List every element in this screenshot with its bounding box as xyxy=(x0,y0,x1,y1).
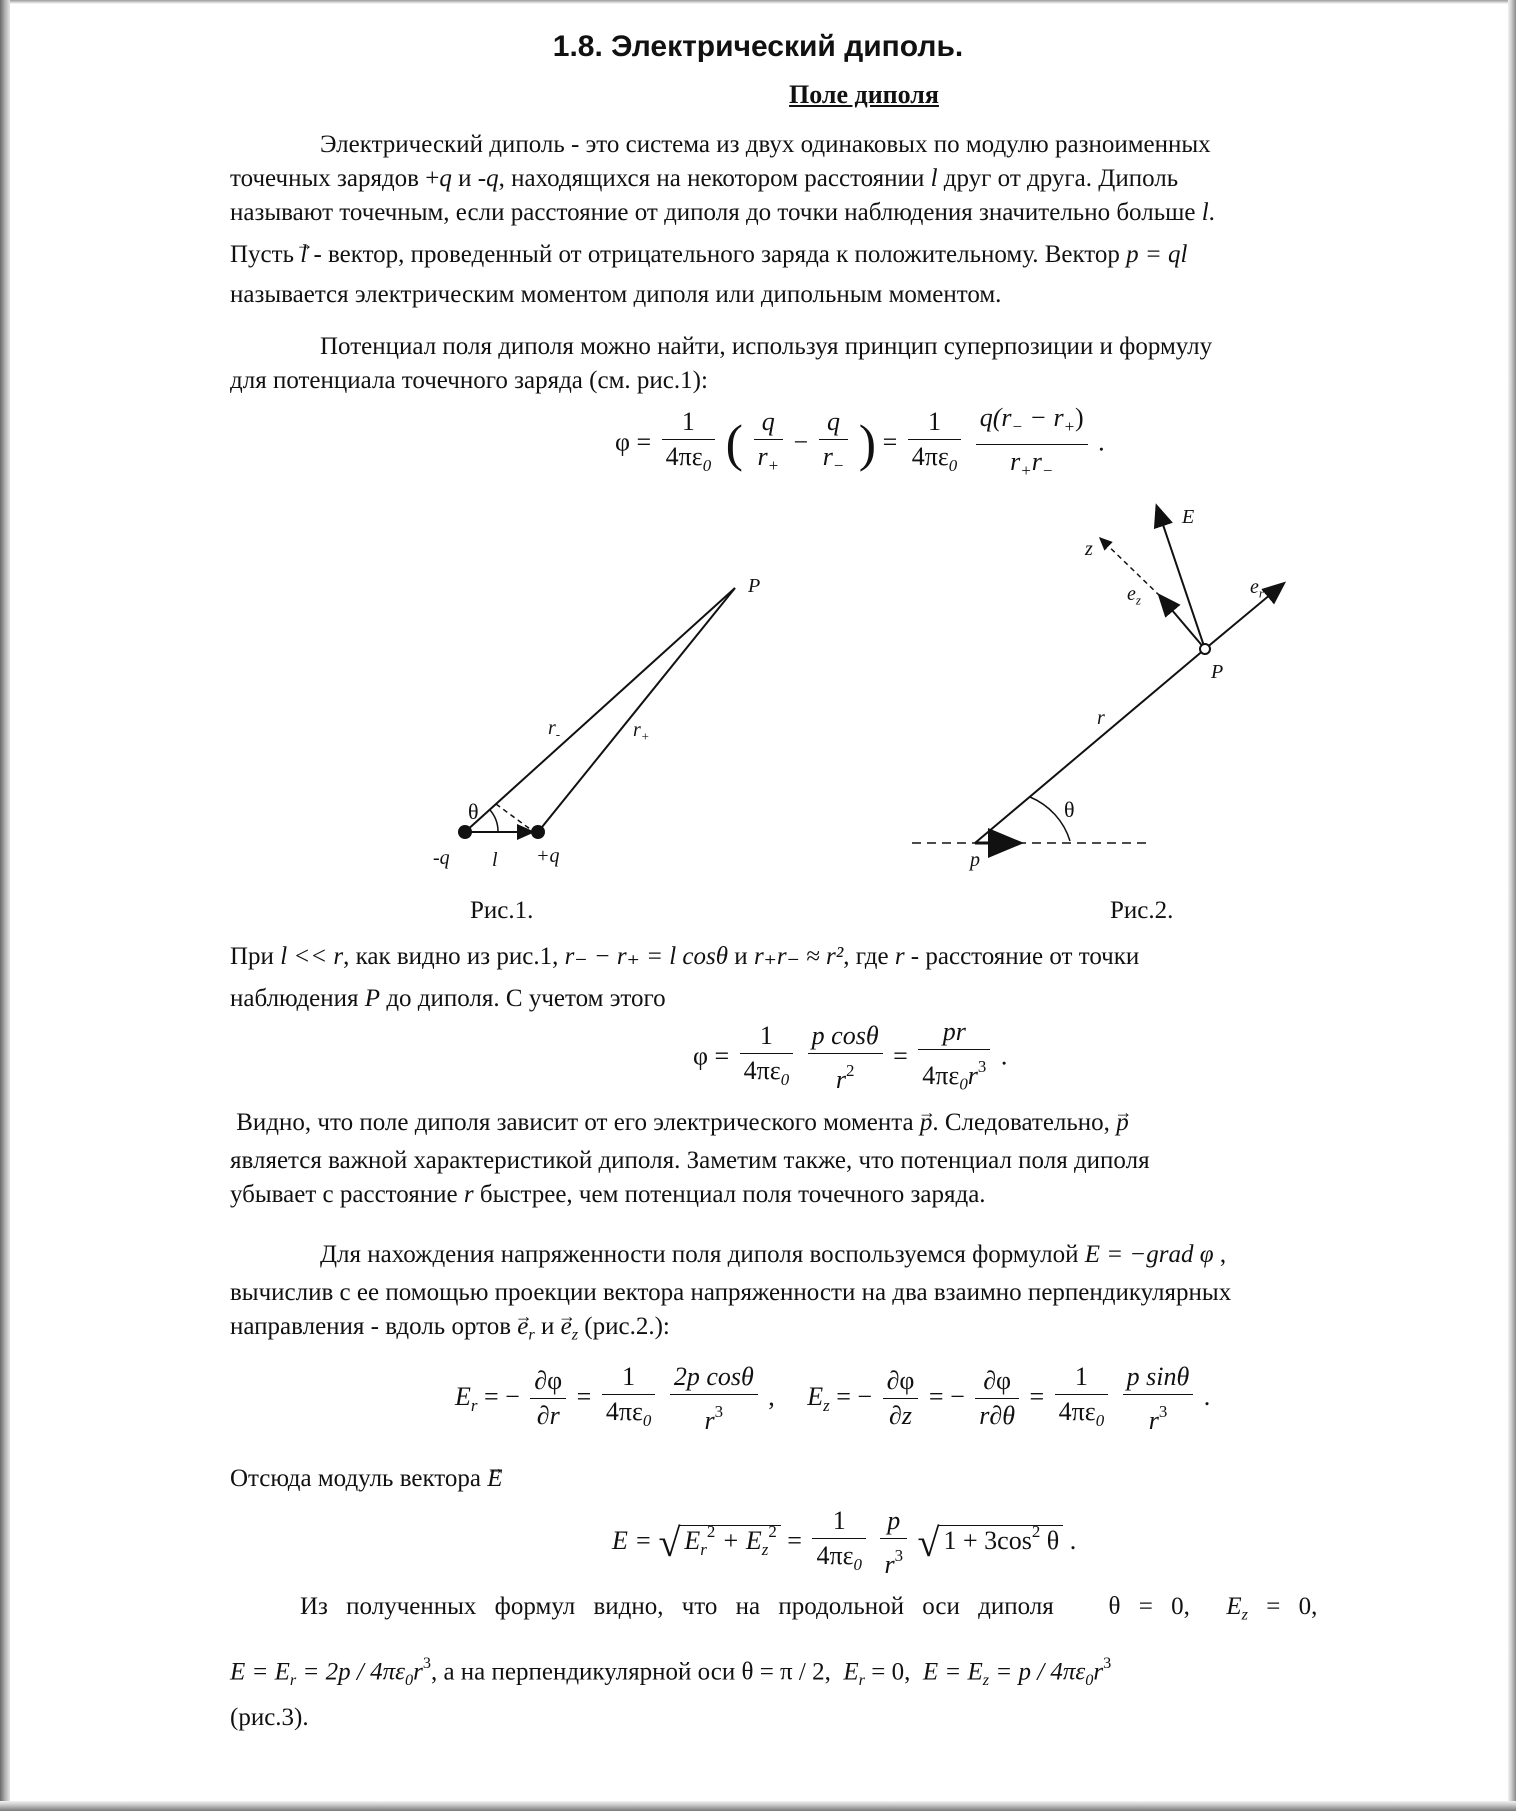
text-line: Потенциал поля диполя можно найти, используя принцип суперпозиции и формулу xyxy=(320,333,1213,360)
page-title: 1.8. Электрический диполь. xyxy=(552,30,964,63)
positive-charge xyxy=(531,825,545,839)
text-line: точечных зарядов +q и -q, находящихся на некотором расстоянии l друг от друга. Диполь xyxy=(230,165,1179,192)
fig2-label-r: r xyxy=(1097,707,1105,729)
text-line: При l << r, как видно из рис.1, r₋ − r₊ = l cosθ и r₊r₋ ≈ r², где r - расстояние от точки xyxy=(230,943,1140,970)
paragraph-field-strength xyxy=(230,1238,1426,1352)
line-r-minus xyxy=(465,588,735,832)
figure-1-dipole-geometry xyxy=(458,588,735,839)
figure-2-field-components xyxy=(912,507,1283,843)
paragraph-vector-magnitude xyxy=(230,1462,1426,1496)
text-line: направления - вдоль ортов $e \to_r$ и $e \to_z$ (рис.2.): xyxy=(230,1310,1426,1352)
text-line: убывает с расстояние r быстрее, чем потенциал поля точечного заряда. xyxy=(230,1181,986,1208)
equation-field-components: $E_r$ = − $\frac{\partial\varphi}{\partial r}$ = $\frac{1}{4\pi\varepsilon_0}$ $\frac{\text{2p cosθ}}{r^3}$ , $E_z$ = − $\frac{\partial\varphi}{\partial z}$ = − $\frac{\partial\varphi}{r\partial\theta}$ = $\frac{1}{4\pi\varepsilon_0}$ $\frac{\text{p sinθ}}{r^3}$ . xyxy=(455,1362,1211,1435)
line-r-plus xyxy=(538,588,735,832)
fig2-label-er: $e_r$ xyxy=(1250,576,1264,601)
text-line: является важной характеристикой диполя. Заметим также, что потенциал поля диполя xyxy=(230,1147,1150,1174)
fig2-label-E: E xyxy=(1182,506,1195,528)
equation-potential-superposition: φ = $\frac{1}{4\pi\varepsilon_0}$ ( $\frac{q}{r_+}$ − $\frac{q}{r_-}$ ) = $\frac{1}{4\pi\varepsilon_0}$ $\frac{q(r_- - r_+)}{r_+r_-}$ . xyxy=(615,403,1105,480)
vector-l: l → xyxy=(300,238,307,272)
fig2-label-P: P xyxy=(1211,661,1224,683)
text-line: называют точечным, если расстояние от диполя до точки наблюдения значительно больше l. xyxy=(230,199,1215,226)
fig2-label-p: p xyxy=(970,849,980,871)
fig1-label-neg-q: -q xyxy=(433,847,450,869)
fig1-label-r-plus: $r_+$ xyxy=(633,719,650,744)
text-line: (рис.3). xyxy=(230,1703,309,1731)
projection-dashed-line xyxy=(496,804,530,829)
text-line: Пусть l → - вектор, проведенный от отрицательного заряда к положительному. Вектор p = ql xyxy=(230,238,1426,272)
fig1-label-pos-q: +q xyxy=(536,845,560,867)
er-arrow xyxy=(1205,584,1283,649)
text-line: Из полученных формул видно, что на продольной оси диполя θ = 0, $E_z = 0$, xyxy=(300,1593,1318,1624)
text-line: Отсюда модуль вектора E → xyxy=(230,1462,1426,1496)
fig2-label-theta: θ xyxy=(1064,797,1075,822)
text-line: называется электрическим моментом диполя или дипольным моментом. xyxy=(230,281,1002,308)
negative-charge xyxy=(458,825,472,839)
text-line: Для нахождения напряженности поля диполя воспользуемся формулой E = −grad φ , xyxy=(320,1241,1227,1268)
fig1-label-r-minus: $r_-$ xyxy=(548,717,561,742)
paragraph-dipole-moment-importance xyxy=(230,1106,1426,1212)
paragraph-axis-cases xyxy=(230,1590,1426,1735)
fig1-label-theta: θ xyxy=(468,799,479,824)
E-field-arrow xyxy=(1157,507,1205,649)
equation-field-magnitude: E = √ $E_r^2 + E_z^2$ = $\frac{1}{4\pi\varepsilon_0}$ $\frac{p}{r^3}$ √ $1 + 3\cos^2$ θ . xyxy=(612,1506,1077,1579)
text-line: $E = E_r = 2p / 4\pi\varepsilon_0r^3$, а на перпендикулярной оси θ = π / 2, $E_r = 0$, $E = E_z = p / 4\pi\varepsilon_0r^3$ xyxy=(230,1653,1112,1689)
paragraph-approximation xyxy=(230,940,1426,1016)
fig1-label-P: P xyxy=(748,575,761,597)
text-line: вычислив с ее помощью проекции вектора напряженности на два взаимно перпендикулярных xyxy=(230,1279,1232,1306)
ez-arrow xyxy=(1160,596,1205,649)
fig1-label-l: l xyxy=(492,849,498,871)
theta-arc xyxy=(490,810,498,832)
point-P xyxy=(1200,644,1210,654)
fig2-label-z: z xyxy=(1085,538,1093,560)
text-line: Видно, что поле диполя зависит от его электрического момента p →. Следовательно, p → xyxy=(230,1106,1426,1140)
text-line: Электрический диполь - это система из двух одинаковых по модулю разноименных xyxy=(320,131,1211,158)
dipole-moment-formula: p = ql xyxy=(1126,241,1188,268)
text-line: для потенциала точечного заряда (см. рис.1): xyxy=(230,367,708,394)
section-subtitle: Поле диполя xyxy=(789,80,939,109)
text-line: наблюдения P до диполя. С учетом этого xyxy=(230,985,666,1012)
fig2-label-ez: $e_z$ xyxy=(1127,583,1141,608)
radius-line xyxy=(975,649,1205,843)
fig2-caption: Рис.2. xyxy=(1110,897,1174,924)
fig1-caption: Рис.1. xyxy=(470,897,534,924)
equation-dipole-potential: φ = $\frac{1}{4\pi\varepsilon_0}$ $\frac{\text{p cosθ}}{r^2}$ = $\frac{pr}{4\pi\varepsilon_0r^3}$ . xyxy=(693,1017,1008,1095)
